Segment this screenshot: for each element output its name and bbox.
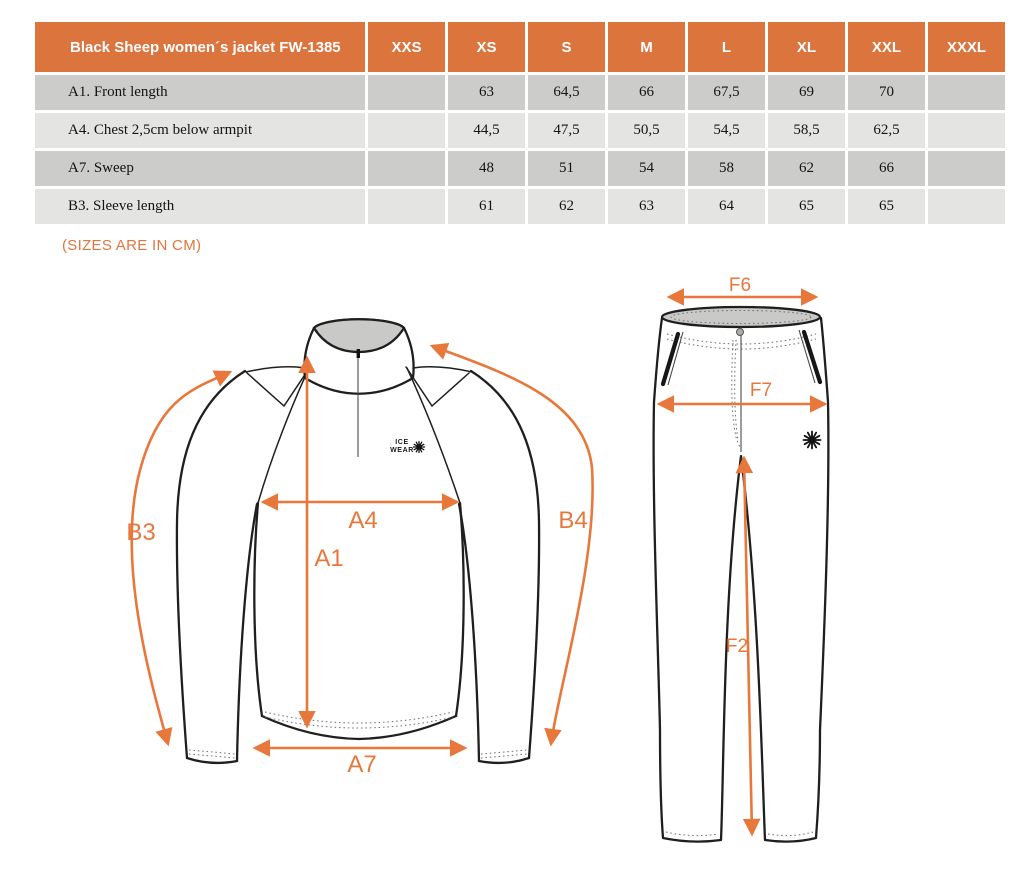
sizes-unit-note: (SIZES ARE IN CM) [62, 237, 202, 254]
size-column-header-s: S [528, 22, 605, 72]
value-cell: 58,5 [768, 113, 845, 148]
pants-body [654, 307, 829, 842]
value-cell: 62 [768, 151, 845, 186]
value-cell: 70 [848, 75, 925, 110]
value-cell: 54 [608, 151, 685, 186]
size-column-header-xxs: XXS [368, 22, 445, 72]
jacket-measurements [126, 346, 592, 778]
pants-label-f2: F2 [725, 636, 749, 657]
value-cell: 61 [448, 189, 525, 224]
zipper-pull [357, 349, 360, 358]
value-cell: 58 [688, 151, 765, 186]
jacket-label-a1: A1 [314, 545, 344, 572]
measurement-label: B3. Sleeve length [35, 189, 365, 224]
jacket-label-b3: B3 [126, 519, 156, 546]
jacket-arrow-b4 [432, 346, 593, 744]
value-cell: 64 [688, 189, 765, 224]
size-column-header-m: M [608, 22, 685, 72]
snowflake-icon [804, 432, 821, 449]
value-cell: 63 [448, 75, 525, 110]
size-column-header-xs: XS [448, 22, 525, 72]
jacket-label-a4: A4 [348, 507, 378, 534]
pants-diagram [654, 275, 829, 842]
size-column-header-xl: XL [768, 22, 845, 72]
measurement-label: A1. Front length [35, 75, 365, 110]
value-cell: 69 [768, 75, 845, 110]
value-cell: 51 [528, 151, 605, 186]
value-cell: 67,5 [688, 75, 765, 110]
measurement-label: A4. Chest 2,5cm below armpit [35, 113, 365, 148]
jacket-diagram [126, 319, 592, 778]
value-cell: 54,5 [688, 113, 765, 148]
value-cell: 66 [608, 75, 685, 110]
pants-measurements [659, 275, 825, 834]
jacket-label-b4: B4 [558, 507, 588, 534]
value-cell: 50,5 [608, 113, 685, 148]
table-title: Black Sheep women´s jacket FW-1385 [35, 22, 365, 72]
size-column-header-xxxl: XXXL [928, 22, 1005, 72]
jacket-label-a7: A7 [347, 751, 377, 778]
value-cell: 47,5 [528, 113, 605, 148]
value-cell: 63 [608, 189, 685, 224]
jacket-arrow-b3 [132, 372, 230, 744]
icewear-logo [390, 439, 424, 454]
jacket-body [246, 367, 472, 739]
value-cell: 65 [848, 189, 925, 224]
waist-button [737, 329, 744, 336]
measurement-label: A7. Sweep [35, 151, 365, 186]
value-cell: 62 [528, 189, 605, 224]
value-cell: 64,5 [528, 75, 605, 110]
size-column-header-l: L [688, 22, 765, 72]
logo-line2: WEAR [390, 447, 414, 454]
value-cell: 48 [448, 151, 525, 186]
value-cell: 62,5 [848, 113, 925, 148]
value-cell: 66 [848, 151, 925, 186]
jacket-collar [304, 319, 413, 457]
logo-line1: ICE [395, 439, 409, 446]
value-cell: 65 [768, 189, 845, 224]
size-column-header-xxl: XXL [848, 22, 925, 72]
pants-label-f6: F6 [728, 275, 752, 296]
value-cell: 44,5 [448, 113, 525, 148]
snowflake-icon [414, 442, 425, 453]
pants-label-f7: F7 [749, 380, 773, 401]
